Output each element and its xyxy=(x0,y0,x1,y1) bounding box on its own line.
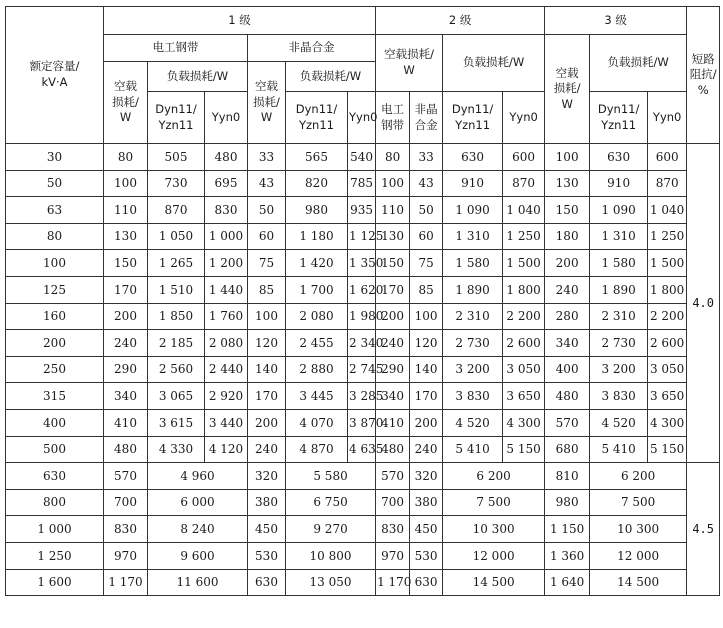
header-g2-no-load-loss: 空载损耗/ W xyxy=(376,35,443,92)
value-cell: 870 xyxy=(648,170,687,197)
value-cell: 970 xyxy=(376,542,410,569)
header-grade-3: 3 级 xyxy=(545,7,687,35)
value-cell: 4 070 xyxy=(286,409,348,436)
value-cell: 1 090 xyxy=(443,197,503,224)
value-cell: 1 125 xyxy=(348,223,376,250)
value-cell: 3 650 xyxy=(503,383,545,410)
value-cell: 600 xyxy=(503,144,545,171)
value-cell: 170 xyxy=(104,276,148,303)
value-cell: 2 560 xyxy=(148,356,205,383)
value-cell: 910 xyxy=(590,170,648,197)
value-cell: 2 600 xyxy=(503,330,545,357)
header-g1s-load-loss: 负载损耗/W xyxy=(148,62,248,92)
capacity-cell: 50 xyxy=(6,170,104,197)
capacity-cell: 630 xyxy=(6,463,104,490)
header-g1a-no-load-loss: 空载 损耗/ W xyxy=(248,62,286,144)
value-cell: 1 850 xyxy=(148,303,205,330)
value-cell: 2 440 xyxy=(205,356,248,383)
value-cell: 1 800 xyxy=(648,276,687,303)
value-cell: 50 xyxy=(410,197,443,224)
value-cell: 1 250 xyxy=(648,223,687,250)
value-cell: 140 xyxy=(410,356,443,383)
value-cell: 1 800 xyxy=(503,276,545,303)
value-cell: 870 xyxy=(503,170,545,197)
value-cell: 240 xyxy=(410,436,443,463)
value-cell: 980 xyxy=(545,489,590,516)
value-cell: 100 xyxy=(248,303,286,330)
value-cell: 10 800 xyxy=(286,542,376,569)
header-g1s-dyn11: Dyn11/ Yzn11 xyxy=(148,92,205,144)
table-row xyxy=(6,170,720,197)
value-cell: 2 185 xyxy=(148,330,205,357)
value-cell: 9 270 xyxy=(286,516,376,543)
value-cell: 3 285 xyxy=(348,383,376,410)
value-cell: 290 xyxy=(376,356,410,383)
value-cell: 340 xyxy=(545,330,590,357)
value-cell: 6 200 xyxy=(443,463,545,490)
value-cell: 1 310 xyxy=(443,223,503,250)
table-row xyxy=(6,569,720,596)
value-cell: 2 310 xyxy=(443,303,503,330)
capacity-cell: 500 xyxy=(6,436,104,463)
value-cell: 3 200 xyxy=(443,356,503,383)
value-cell: 240 xyxy=(104,330,148,357)
value-cell: 1 890 xyxy=(443,276,503,303)
value-cell: 240 xyxy=(248,436,286,463)
value-cell: 4 300 xyxy=(648,409,687,436)
value-cell: 2 920 xyxy=(205,383,248,410)
header-g1-silicon-steel: 电工钢带 xyxy=(104,35,248,62)
value-cell: 60 xyxy=(410,223,443,250)
header-g3-yyn0: Yyn0 xyxy=(648,92,687,144)
value-cell: 150 xyxy=(104,250,148,277)
header-short-circuit-impedance: 短路 阻抗/ % xyxy=(687,7,720,144)
value-cell: 3 050 xyxy=(503,356,545,383)
value-cell: 1 170 xyxy=(376,569,410,596)
value-cell: 1 980 xyxy=(348,303,376,330)
value-cell: 530 xyxy=(410,542,443,569)
value-cell: 480 xyxy=(545,383,590,410)
value-cell: 85 xyxy=(248,276,286,303)
value-cell: 600 xyxy=(648,144,687,171)
value-cell: 1 620 xyxy=(348,276,376,303)
value-cell: 820 xyxy=(286,170,348,197)
value-cell: 4 330 xyxy=(148,436,205,463)
value-cell: 1 360 xyxy=(545,542,590,569)
header-g3-no-load-loss: 空载 损耗/ W xyxy=(545,35,590,144)
value-cell: 6 000 xyxy=(148,489,248,516)
value-cell: 980 xyxy=(286,197,348,224)
value-cell: 2 200 xyxy=(648,303,687,330)
value-cell: 33 xyxy=(248,144,286,171)
header-g3-dyn11: Dyn11/ Yzn11 xyxy=(590,92,648,144)
value-cell: 480 xyxy=(104,436,148,463)
value-cell: 680 xyxy=(545,436,590,463)
table-row xyxy=(6,489,720,516)
value-cell: 3 445 xyxy=(286,383,348,410)
value-cell: 785 xyxy=(348,170,376,197)
capacity-cell: 800 xyxy=(6,489,104,516)
value-cell: 630 xyxy=(410,569,443,596)
capacity-cell: 1 250 xyxy=(6,542,104,569)
impedance-cell: 4.0 xyxy=(687,144,720,463)
value-cell: 2 080 xyxy=(286,303,348,330)
value-cell: 14 500 xyxy=(443,569,545,596)
value-cell: 830 xyxy=(376,516,410,543)
value-cell: 2 880 xyxy=(286,356,348,383)
value-cell: 2 080 xyxy=(205,330,248,357)
value-cell: 10 300 xyxy=(443,516,545,543)
value-cell: 8 240 xyxy=(148,516,248,543)
value-cell: 540 xyxy=(348,144,376,171)
value-cell: 2 730 xyxy=(590,330,648,357)
value-cell: 530 xyxy=(248,542,286,569)
header-grade-2: 2 级 xyxy=(376,7,545,35)
value-cell: 3 615 xyxy=(148,409,205,436)
value-cell: 1 150 xyxy=(545,516,590,543)
header-g3-load-loss: 负载损耗/W xyxy=(590,35,687,92)
value-cell: 2 310 xyxy=(590,303,648,330)
value-cell: 9 600 xyxy=(148,542,248,569)
value-cell: 75 xyxy=(248,250,286,277)
value-cell: 695 xyxy=(205,170,248,197)
value-cell: 12 000 xyxy=(443,542,545,569)
value-cell: 240 xyxy=(545,276,590,303)
header-g1a-dyn11: Dyn11/ Yzn11 xyxy=(286,92,348,144)
header-g2-alloy: 非晶 合金 xyxy=(410,92,443,144)
value-cell: 43 xyxy=(248,170,286,197)
value-cell: 1 250 xyxy=(503,223,545,250)
value-cell: 6 200 xyxy=(590,463,687,490)
value-cell: 4 635 xyxy=(348,436,376,463)
table-row xyxy=(6,144,720,171)
value-cell: 7 500 xyxy=(590,489,687,516)
value-cell: 1 040 xyxy=(503,197,545,224)
value-cell: 3 440 xyxy=(205,409,248,436)
table-body xyxy=(6,144,720,596)
value-cell: 4 520 xyxy=(590,409,648,436)
table-row xyxy=(6,409,720,436)
value-cell: 120 xyxy=(248,330,286,357)
value-cell: 13 050 xyxy=(286,569,376,596)
value-cell: 380 xyxy=(410,489,443,516)
value-cell: 1 640 xyxy=(545,569,590,596)
value-cell: 110 xyxy=(376,197,410,224)
value-cell: 3 830 xyxy=(590,383,648,410)
value-cell: 570 xyxy=(545,409,590,436)
value-cell: 630 xyxy=(590,144,648,171)
value-cell: 3 830 xyxy=(443,383,503,410)
value-cell: 1 090 xyxy=(590,197,648,224)
value-cell: 3 200 xyxy=(590,356,648,383)
value-cell: 100 xyxy=(410,303,443,330)
value-cell: 480 xyxy=(376,436,410,463)
capacity-cell: 80 xyxy=(6,223,104,250)
header-g2-load-loss: 负载损耗/W xyxy=(443,35,545,92)
capacity-cell: 200 xyxy=(6,330,104,357)
value-cell: 200 xyxy=(248,409,286,436)
capacity-cell: 315 xyxy=(6,383,104,410)
value-cell: 1 760 xyxy=(205,303,248,330)
header-g2-dyn11: Dyn11/ Yzn11 xyxy=(443,92,503,144)
value-cell: 110 xyxy=(104,197,148,224)
value-cell: 14 500 xyxy=(590,569,687,596)
value-cell: 730 xyxy=(148,170,205,197)
value-cell: 10 300 xyxy=(590,516,687,543)
value-cell: 450 xyxy=(248,516,286,543)
capacity-cell: 1 000 xyxy=(6,516,104,543)
value-cell: 3 065 xyxy=(148,383,205,410)
value-cell: 43 xyxy=(410,170,443,197)
value-cell: 11 600 xyxy=(148,569,248,596)
value-cell: 100 xyxy=(545,144,590,171)
value-cell: 4 960 xyxy=(148,463,248,490)
value-cell: 630 xyxy=(248,569,286,596)
value-cell: 4 300 xyxy=(503,409,545,436)
value-cell: 170 xyxy=(248,383,286,410)
value-cell: 970 xyxy=(104,542,148,569)
value-cell: 1 420 xyxy=(286,250,348,277)
value-cell: 170 xyxy=(376,276,410,303)
value-cell: 33 xyxy=(410,144,443,171)
value-cell: 1 700 xyxy=(286,276,348,303)
value-cell: 200 xyxy=(545,250,590,277)
value-cell: 200 xyxy=(410,409,443,436)
value-cell: 60 xyxy=(248,223,286,250)
table-row xyxy=(6,223,720,250)
header-g1s-yyn0: Yyn0 xyxy=(205,92,248,144)
value-cell: 5 580 xyxy=(286,463,376,490)
value-cell: 1 500 xyxy=(503,250,545,277)
table-row xyxy=(6,463,720,490)
value-cell: 565 xyxy=(286,144,348,171)
capacity-cell: 1 600 xyxy=(6,569,104,596)
value-cell: 400 xyxy=(545,356,590,383)
value-cell: 830 xyxy=(205,197,248,224)
value-cell: 150 xyxy=(545,197,590,224)
transformer-loss-table xyxy=(5,6,720,596)
table-row xyxy=(6,436,720,463)
value-cell: 2 200 xyxy=(503,303,545,330)
value-cell: 85 xyxy=(410,276,443,303)
value-cell: 630 xyxy=(443,144,503,171)
value-cell: 130 xyxy=(104,223,148,250)
table-row xyxy=(6,276,720,303)
value-cell: 810 xyxy=(545,463,590,490)
header-g2-steel: 电工 钢带 xyxy=(376,92,410,144)
value-cell: 1 350 xyxy=(348,250,376,277)
table-row xyxy=(6,197,720,224)
value-cell: 50 xyxy=(248,197,286,224)
value-cell: 5 410 xyxy=(443,436,503,463)
value-cell: 505 xyxy=(148,144,205,171)
value-cell: 290 xyxy=(104,356,148,383)
value-cell: 910 xyxy=(443,170,503,197)
header-g1s-no-load-loss: 空载 损耗/ W xyxy=(104,62,148,144)
value-cell: 1 440 xyxy=(205,276,248,303)
value-cell: 340 xyxy=(104,383,148,410)
value-cell: 1 500 xyxy=(648,250,687,277)
capacity-cell: 100 xyxy=(6,250,104,277)
value-cell: 6 750 xyxy=(286,489,376,516)
impedance-cell: 4.5 xyxy=(687,463,720,596)
value-cell: 1 200 xyxy=(205,250,248,277)
value-cell: 7 500 xyxy=(443,489,545,516)
value-cell: 480 xyxy=(205,144,248,171)
value-cell: 700 xyxy=(104,489,148,516)
capacity-cell: 125 xyxy=(6,276,104,303)
value-cell: 570 xyxy=(376,463,410,490)
value-cell: 870 xyxy=(148,197,205,224)
value-cell: 130 xyxy=(376,223,410,250)
value-cell: 2 340 xyxy=(348,330,376,357)
header-g1-amorphous-alloy: 非晶合金 xyxy=(248,35,376,62)
value-cell: 380 xyxy=(248,489,286,516)
value-cell: 1 265 xyxy=(148,250,205,277)
value-cell: 830 xyxy=(104,516,148,543)
capacity-cell: 30 xyxy=(6,144,104,171)
value-cell: 80 xyxy=(104,144,148,171)
value-cell: 450 xyxy=(410,516,443,543)
value-cell: 1 170 xyxy=(104,569,148,596)
capacity-cell: 400 xyxy=(6,409,104,436)
value-cell: 3 050 xyxy=(648,356,687,383)
value-cell: 3 650 xyxy=(648,383,687,410)
value-cell: 320 xyxy=(248,463,286,490)
value-cell: 2 600 xyxy=(648,330,687,357)
table-row xyxy=(6,542,720,569)
value-cell: 4 120 xyxy=(205,436,248,463)
value-cell: 150 xyxy=(376,250,410,277)
value-cell: 4 870 xyxy=(286,436,348,463)
value-cell: 410 xyxy=(104,409,148,436)
value-cell: 1 890 xyxy=(590,276,648,303)
value-cell: 570 xyxy=(104,463,148,490)
value-cell: 200 xyxy=(104,303,148,330)
value-cell: 5 150 xyxy=(648,436,687,463)
table-row xyxy=(6,330,720,357)
value-cell: 200 xyxy=(376,303,410,330)
value-cell: 1 180 xyxy=(286,223,348,250)
table-row xyxy=(6,516,720,543)
value-cell: 700 xyxy=(376,489,410,516)
value-cell: 1 580 xyxy=(443,250,503,277)
value-cell: 4 520 xyxy=(443,409,503,436)
value-cell: 12 000 xyxy=(590,542,687,569)
value-cell: 1 580 xyxy=(590,250,648,277)
value-cell: 120 xyxy=(410,330,443,357)
value-cell: 340 xyxy=(376,383,410,410)
table-row xyxy=(6,303,720,330)
value-cell: 100 xyxy=(104,170,148,197)
header-rated-capacity: 额定容量/ kV·A xyxy=(6,7,104,144)
value-cell: 140 xyxy=(248,356,286,383)
value-cell: 2 730 xyxy=(443,330,503,357)
capacity-cell: 250 xyxy=(6,356,104,383)
header-g1a-yyn0: Yyn0 xyxy=(348,92,376,144)
value-cell: 3 870 xyxy=(348,409,376,436)
value-cell: 2 455 xyxy=(286,330,348,357)
value-cell: 1 050 xyxy=(148,223,205,250)
header-g2-yyn0: Yyn0 xyxy=(503,92,545,144)
value-cell: 1 040 xyxy=(648,197,687,224)
value-cell: 5 150 xyxy=(503,436,545,463)
value-cell: 75 xyxy=(410,250,443,277)
value-cell: 320 xyxy=(410,463,443,490)
value-cell: 1 310 xyxy=(590,223,648,250)
value-cell: 1 000 xyxy=(205,223,248,250)
table-row xyxy=(6,383,720,410)
value-cell: 240 xyxy=(376,330,410,357)
value-cell: 100 xyxy=(376,170,410,197)
value-cell: 170 xyxy=(410,383,443,410)
value-cell: 130 xyxy=(545,170,590,197)
capacity-cell: 160 xyxy=(6,303,104,330)
header-grade-1: 1 级 xyxy=(104,7,376,35)
header-g1a-load-loss: 负载损耗/W xyxy=(286,62,376,92)
value-cell: 80 xyxy=(376,144,410,171)
table-row xyxy=(6,250,720,277)
value-cell: 180 xyxy=(545,223,590,250)
value-cell: 5 410 xyxy=(590,436,648,463)
value-cell: 2 745 xyxy=(348,356,376,383)
value-cell: 935 xyxy=(348,197,376,224)
value-cell: 280 xyxy=(545,303,590,330)
value-cell: 410 xyxy=(376,409,410,436)
table-row xyxy=(6,356,720,383)
capacity-cell: 63 xyxy=(6,197,104,224)
value-cell: 1 510 xyxy=(148,276,205,303)
